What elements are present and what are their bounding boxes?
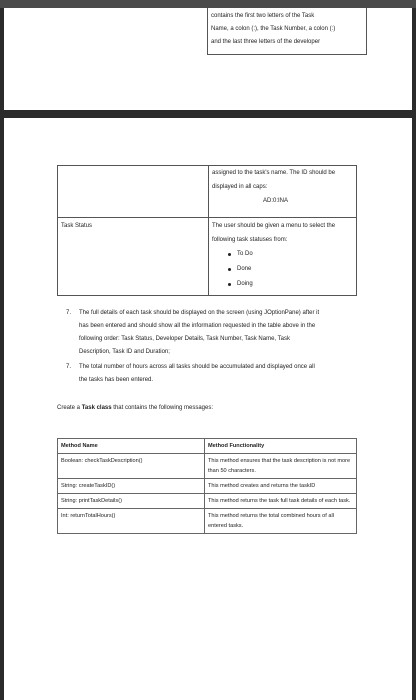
point-line: The full details of each task should be displayed on the screen (using JOptionPane) after it bbox=[79, 310, 320, 316]
table-border bbox=[57, 165, 58, 295]
method-name-header: Method Name bbox=[58, 439, 205, 454]
method-name: Boolean: checkTaskDescription() bbox=[58, 454, 205, 479]
task-status-description: following task statuses from: bbox=[212, 237, 288, 243]
id-description-line: and the last three letters of the developer bbox=[211, 39, 321, 45]
point-number: 7. bbox=[66, 310, 72, 316]
method-name: String: printTaskDetails() bbox=[58, 494, 205, 509]
method-functionality: This method returns the total combined hours of all entered tasks. bbox=[205, 509, 357, 534]
bullet-icon bbox=[228, 253, 231, 256]
bullet-icon bbox=[228, 268, 231, 271]
viewer-top-bar bbox=[0, 0, 416, 8]
point-line: Description, Task ID and Duration; bbox=[79, 349, 170, 355]
point-line: has been entered and should show all the information requested in the table above in the bbox=[79, 323, 316, 329]
method-functionality-header: Method Functionality bbox=[205, 439, 357, 454]
task-class-term: Task class bbox=[81, 405, 112, 411]
table-border bbox=[57, 217, 357, 218]
point-line: following order: Task Status, Developer Details, Task Number, Task Name, Task bbox=[79, 336, 290, 342]
status-option: Done bbox=[237, 266, 252, 272]
page-gap bbox=[0, 110, 416, 118]
method-functionality: This method creates and returns the taskID bbox=[205, 479, 357, 494]
point-line: the tasks has been entered. bbox=[79, 377, 154, 383]
create-suffix: that contains the following messages: bbox=[111, 405, 213, 411]
status-option: Doing bbox=[237, 281, 253, 287]
task-status-description: The user should be given a menu to select the bbox=[212, 223, 336, 229]
task-status-label: Task Status bbox=[61, 223, 93, 229]
table-header-row bbox=[58, 439, 357, 454]
create-prefix: Create a bbox=[57, 405, 82, 411]
method-name: String: createTaskID() bbox=[58, 479, 205, 494]
table-row bbox=[58, 494, 357, 509]
table-row bbox=[58, 454, 357, 479]
method-functionality: This method returns the task full task details of each task. bbox=[205, 494, 357, 509]
table-border bbox=[57, 295, 357, 296]
table-border bbox=[356, 165, 357, 295]
bullet-icon bbox=[228, 283, 231, 286]
create-task-class-sentence bbox=[57, 402, 213, 415]
method-name: Int: returnTotalHours() bbox=[58, 509, 205, 534]
table-border bbox=[57, 165, 357, 166]
table-border bbox=[208, 165, 209, 295]
point-number: 7. bbox=[66, 364, 72, 370]
document-page-1 bbox=[4, 8, 412, 110]
methods-table bbox=[57, 438, 357, 534]
table-border bbox=[366, 8, 367, 54]
id-description-line: contains the first two letters of the Task bbox=[211, 13, 315, 19]
table-border bbox=[207, 54, 367, 55]
method-functionality: This method ensures that the task description is not more than 50 characters. bbox=[205, 454, 357, 479]
point-line: The total number of hours across all tasks should be accumulated and displayed once all bbox=[79, 364, 315, 370]
id-description-line: Name, a colon (:), the Task Number, a colon (:) bbox=[211, 26, 336, 32]
table-row bbox=[58, 479, 357, 494]
id-description-line: displayed in all caps: bbox=[212, 184, 268, 190]
status-option: To Do bbox=[237, 251, 253, 257]
table-border bbox=[207, 8, 208, 54]
id-example: AD:0:INA bbox=[263, 198, 289, 204]
table-row bbox=[58, 509, 357, 534]
id-description-line: assigned to the task's name. The ID should be bbox=[212, 170, 336, 176]
